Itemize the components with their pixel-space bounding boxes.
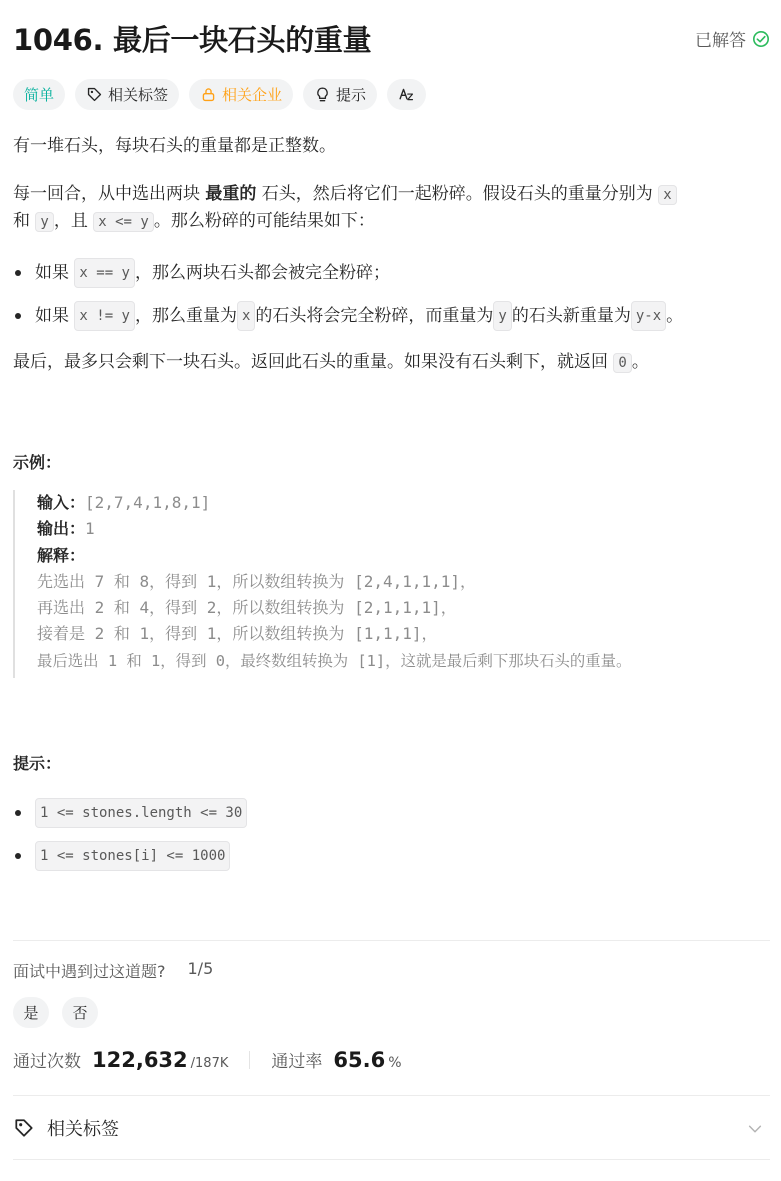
solved-status xyxy=(695,26,770,51)
interview-answers xyxy=(13,997,98,1028)
lock-icon xyxy=(200,86,217,103)
b2-text-e: 。 xyxy=(666,306,684,326)
accepted-label: 通过次数 xyxy=(13,1052,81,1072)
difficulty-label: 简单 xyxy=(24,86,55,104)
example-explain-line: 最后选出 1 和 1，得到 0，最终数组转换为 [1]，这就是最后剩下那块石头的重量。 xyxy=(37,651,632,670)
hint-label: 提示 xyxy=(336,86,367,104)
tag-bar xyxy=(13,79,426,110)
rate-unit: % xyxy=(388,1055,402,1071)
divider xyxy=(13,1159,770,1160)
no-button[interactable]: 否 xyxy=(62,997,98,1028)
example-input-label: 输入： xyxy=(37,493,86,512)
example-heading: 示例： xyxy=(13,453,62,472)
p2-text-d: ，且 xyxy=(53,211,94,231)
translate-icon xyxy=(398,86,415,103)
related-tags-label: 相关标签 xyxy=(47,1119,119,1140)
topics-label: 相关标签 xyxy=(108,86,169,104)
divider xyxy=(13,940,770,941)
b2-code-diff: y-x xyxy=(631,301,666,331)
hint-tag[interactable] xyxy=(303,79,377,110)
companies-tag[interactable] xyxy=(189,79,293,110)
description-paragraph-1 xyxy=(13,133,336,159)
example-output xyxy=(37,516,770,542)
rule-bullet-1 xyxy=(13,258,390,288)
b2-text-a: 如果 xyxy=(35,306,69,326)
description-paragraph-2 xyxy=(13,181,770,235)
divider xyxy=(13,1095,770,1096)
p3-code: 0 xyxy=(613,353,631,373)
example-explain-line: 先选出 7 和 8，得到 1，所以数组转换为 [2,4,1,1,1]， xyxy=(37,571,477,591)
related-tags-toggle[interactable] xyxy=(13,1113,770,1143)
difficulty-tag[interactable] xyxy=(13,79,65,110)
translate-button[interactable] xyxy=(387,79,426,110)
tag-icon xyxy=(86,86,103,103)
title-row xyxy=(13,20,770,60)
yes-button[interactable]: 是 xyxy=(13,997,49,1028)
p2-code-y: y xyxy=(35,212,53,232)
b2-text-d: 的石头新重量为 xyxy=(511,306,631,326)
bullet-dot xyxy=(15,810,21,816)
p2-text-c: 和 xyxy=(13,211,36,231)
bullet-dot xyxy=(15,313,21,319)
p2-text-a: 每一回合，从中选出两块 xyxy=(13,184,206,204)
p2-text-b: 石头，然后将它们一起粉碎。假设石头的重量分别为 xyxy=(256,184,659,204)
p2-code-cmp: x <= y xyxy=(93,212,154,232)
example-block xyxy=(13,490,770,678)
example-explain-line: 再选出 2 和 4，得到 2，所以数组转换为 [2,1,1,1]， xyxy=(37,598,457,618)
companies-label: 相关企业 xyxy=(222,86,283,104)
constraint-2 xyxy=(13,841,230,871)
b1-code: x == y xyxy=(74,258,135,288)
interview-question xyxy=(13,959,213,982)
problem-title: 1046. 最后一块石头的重量 xyxy=(13,23,372,57)
solved-label: 已解答 xyxy=(695,31,746,51)
stats-separator xyxy=(249,1051,250,1069)
example-input xyxy=(37,490,770,516)
constraints-heading: 提示： xyxy=(13,754,62,773)
p3-text-b: 。 xyxy=(631,352,649,372)
p1-text: 有一堆石头，每块石头的重量都是正整数。 xyxy=(13,136,336,156)
topics-tag[interactable] xyxy=(75,79,179,110)
description-paragraph-3 xyxy=(13,349,649,376)
example-input-value: [2,7,4,1,8,1] xyxy=(85,493,211,512)
b2-text-b: ，那么重量为 xyxy=(134,306,237,326)
constraint-1 xyxy=(13,798,247,828)
interview-label: 面试中遇到过这道题? xyxy=(13,962,166,981)
b1-text-b: ，那么两块石头都会被完全粉碎； xyxy=(134,263,390,283)
b2-text-c: 的石头将会完全粉碎，而重量为 xyxy=(255,306,494,326)
example-explain-line: 接着是 2 和 1，得到 1，所以数组转换为 [1,1,1]， xyxy=(37,624,438,644)
bullet-dot xyxy=(15,853,21,859)
chevron-down-icon xyxy=(746,1120,764,1138)
b1-text-a: 如果 xyxy=(35,263,69,283)
rate-value: 65.6 xyxy=(333,1048,386,1072)
stats-row xyxy=(13,1047,402,1072)
example-explain xyxy=(37,543,770,569)
tag-icon xyxy=(13,1117,35,1139)
rule-bullet-2 xyxy=(13,301,683,331)
constraint-2-code: 1 <= stones[i] <= 1000 xyxy=(35,841,230,871)
bullet-dot xyxy=(15,270,21,276)
example-output-label: 输出： xyxy=(37,519,86,539)
p2-text-e: 。那么粉碎的可能结果如下： xyxy=(153,211,375,231)
interview-count: 1/5 xyxy=(187,959,214,978)
lightbulb-icon xyxy=(314,86,331,103)
example-output-value: 1 xyxy=(85,519,95,539)
p2-strong: 最重的 xyxy=(205,184,257,204)
b2-code-y: y xyxy=(493,301,511,331)
p2-code-x: x xyxy=(658,185,676,205)
check-circle-icon xyxy=(752,30,770,48)
b2-code: x != y xyxy=(74,301,135,331)
submissions-value: /187K xyxy=(190,1056,229,1071)
b2-code-x: x xyxy=(237,301,255,331)
p3-text-a: 最后，最多只会剩下一块石头。返回此石头的重量。如果没有石头剩下，就返回 xyxy=(13,352,614,372)
constraint-1-code: 1 <= stones.length <= 30 xyxy=(35,798,247,828)
rate-label: 通过率 xyxy=(271,1052,323,1072)
example-explain-label: 解释： xyxy=(37,545,86,565)
accepted-value: 122,632 xyxy=(92,1048,188,1072)
